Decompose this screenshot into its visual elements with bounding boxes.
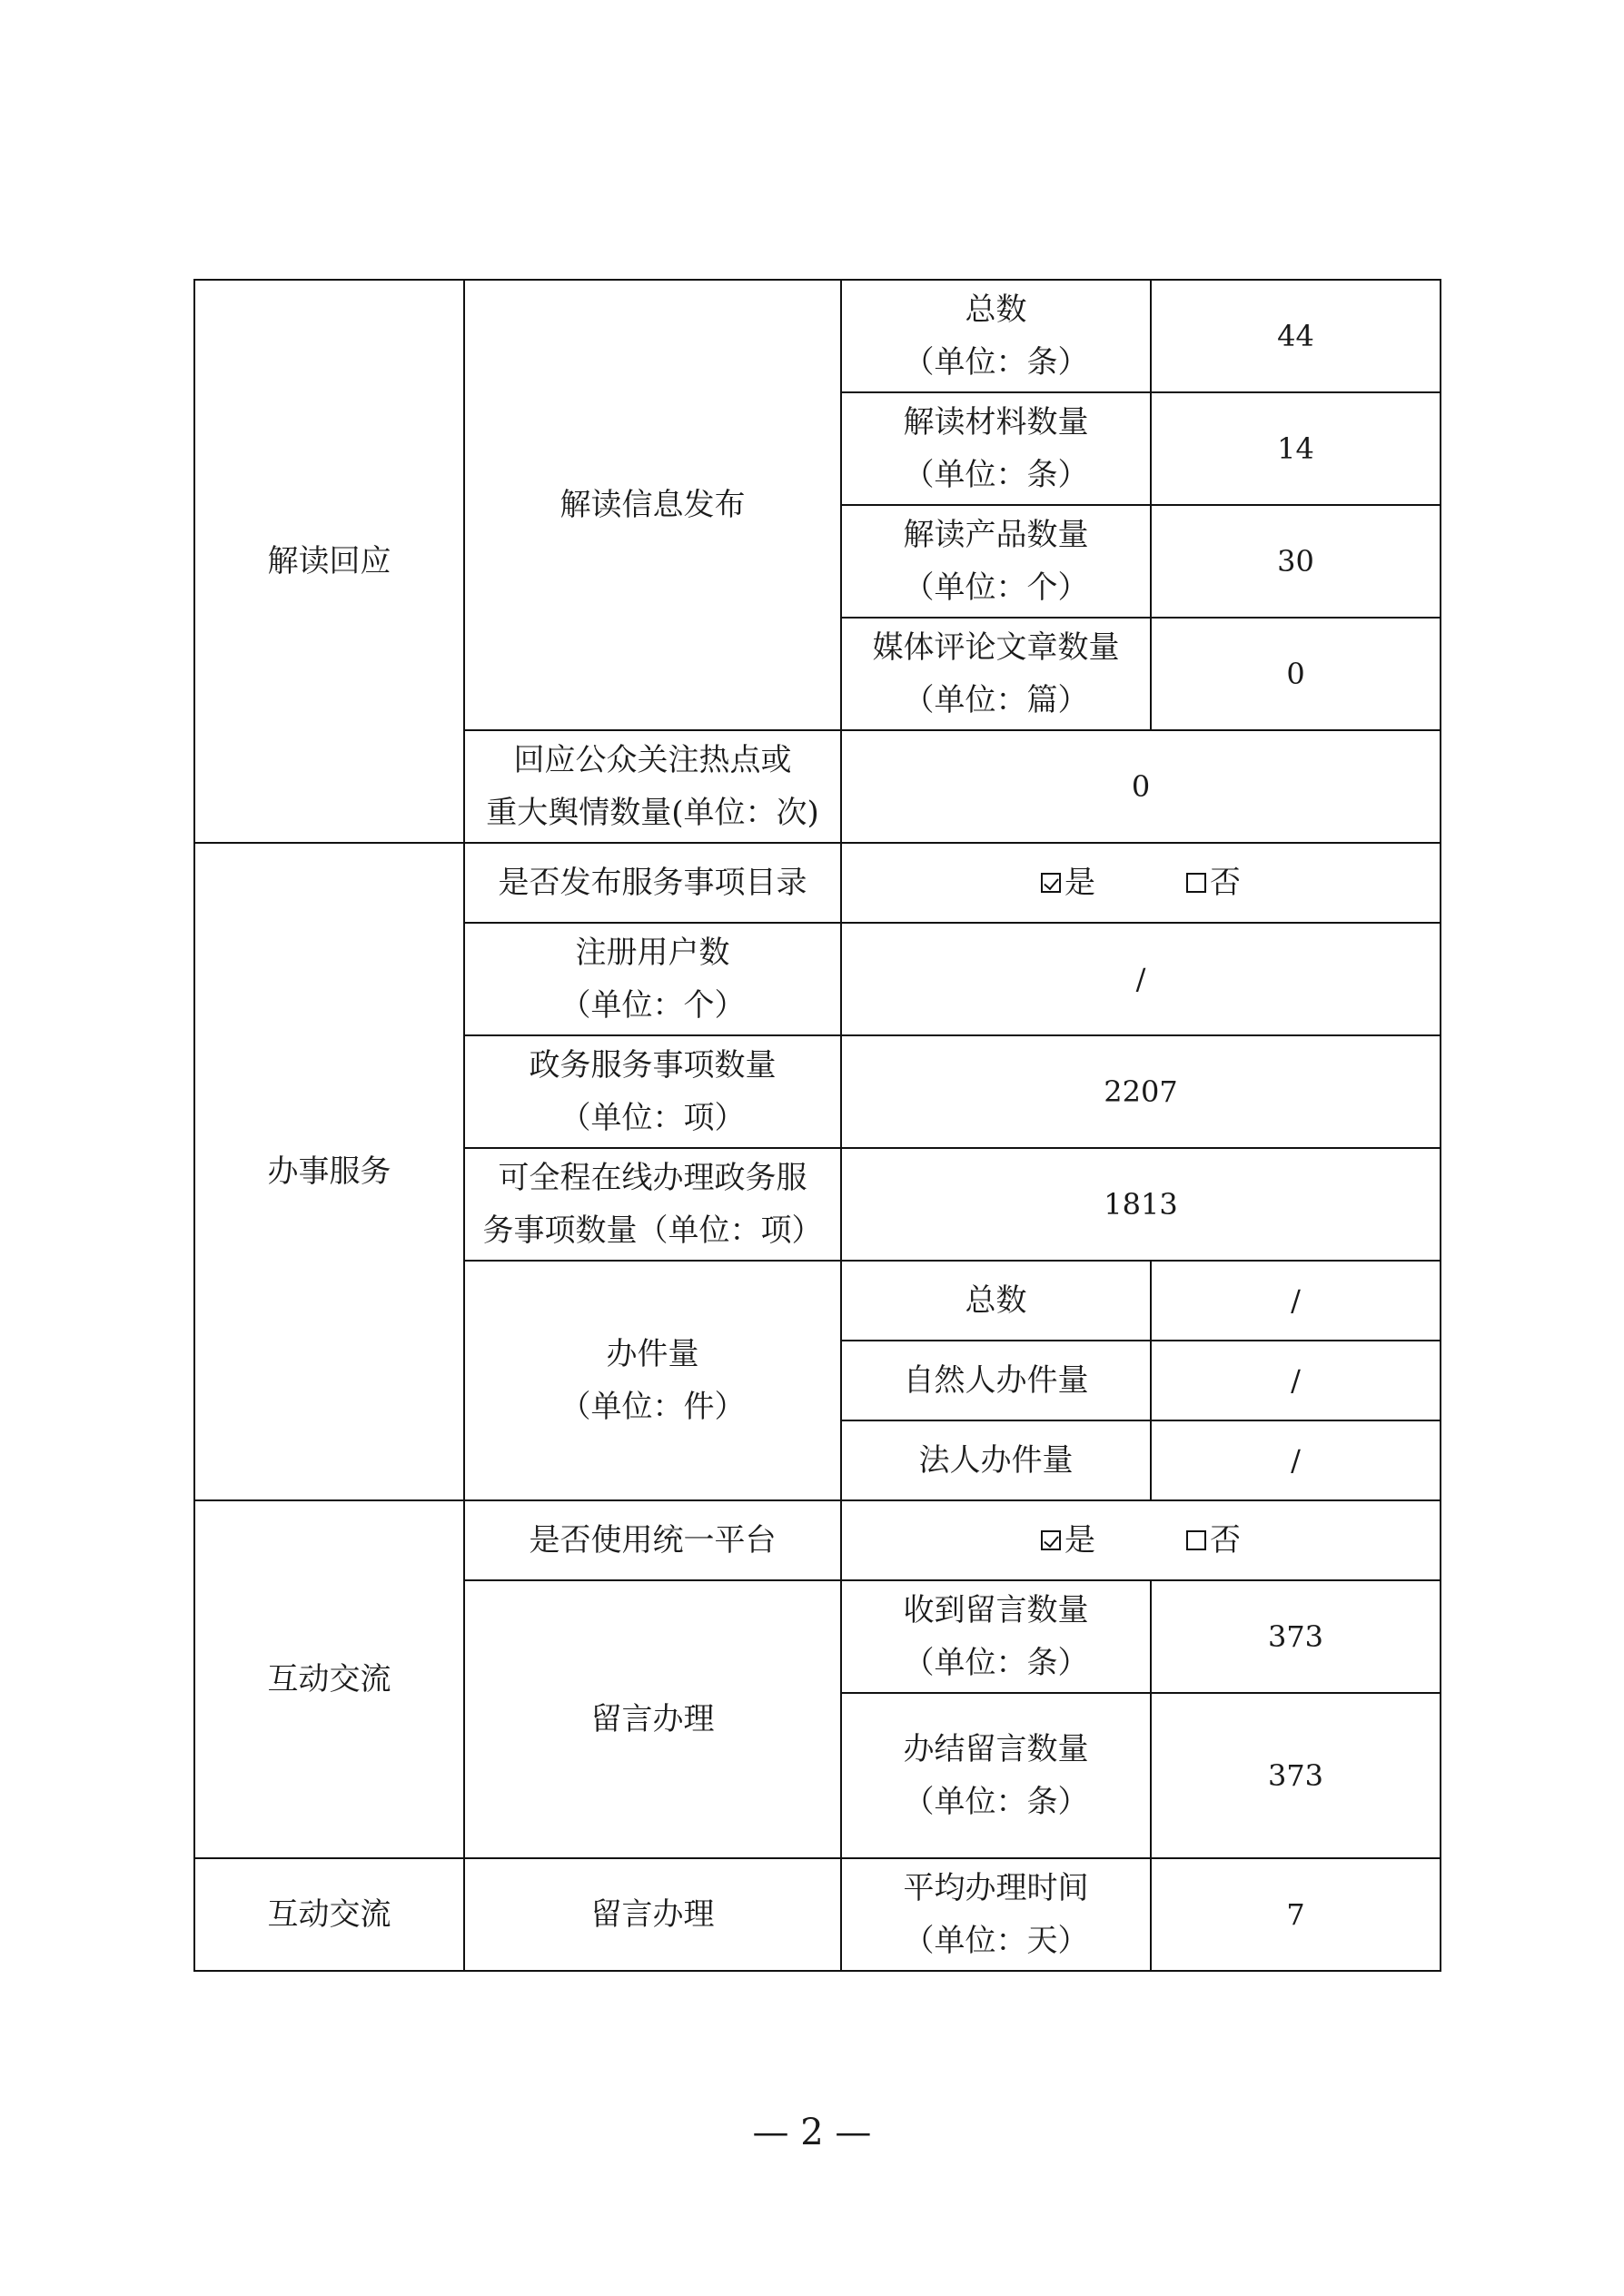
row-value: 373: [1151, 1693, 1441, 1858]
label-line: （单位：项）: [559, 1100, 746, 1136]
no-label: 否: [1210, 1522, 1241, 1559]
row-label: [841, 618, 1151, 730]
label-line: 总数: [965, 292, 1027, 328]
label-line: 解读材料数量: [903, 404, 1089, 440]
cases-row-value: /: [1151, 1341, 1441, 1420]
row-value: 30: [1151, 505, 1441, 618]
row-label: [841, 505, 1151, 618]
cases-row-value: /: [1151, 1261, 1441, 1341]
row-value: 14: [1151, 392, 1441, 505]
category-interaction: 互动交流: [194, 1500, 464, 1858]
response-label: [464, 730, 841, 843]
platform-label: 是否使用统一平台: [464, 1500, 841, 1580]
cases-label: [464, 1261, 841, 1500]
label-line: 务事项数量（单位：项）: [482, 1212, 823, 1249]
label-line: （单位：条）: [903, 1645, 1089, 1681]
label-line: 政务服务事项数量: [529, 1047, 777, 1084]
row-label: [841, 1693, 1151, 1858]
response-value: 0: [841, 730, 1441, 843]
catalog-yes-option: [1041, 856, 1095, 909]
label-line: （单位：条）: [903, 1784, 1089, 1820]
checked-box-icon: [1041, 873, 1061, 893]
yes-label: 是: [1065, 865, 1095, 901]
label-line: （单位：篇）: [903, 682, 1089, 718]
empty-box-icon: [1186, 873, 1206, 893]
online-items-label: [464, 1148, 841, 1261]
label-line: （单位：个）: [559, 987, 746, 1024]
interpretation-publish-label: 解读信息发布: [464, 280, 841, 730]
platform-no-option: [1186, 1514, 1241, 1567]
yes-label: 是: [1065, 1522, 1095, 1559]
category-interaction-cont: 互动交流: [194, 1858, 464, 1971]
row-label: [841, 280, 1151, 392]
label-line: 办件量: [606, 1336, 699, 1372]
message-handling-label: 留言办理: [464, 1580, 841, 1858]
avg-time-value: 7: [1151, 1858, 1441, 1971]
row-value: 0: [1151, 618, 1441, 730]
category-services: 办事服务: [194, 843, 464, 1500]
label-line: （单位：天）: [903, 1923, 1089, 1959]
category-interpretation: 解读回应: [194, 280, 464, 843]
cases-row-value: /: [1151, 1420, 1441, 1500]
checked-box-icon: [1041, 1530, 1061, 1550]
platform-choice: [841, 1500, 1441, 1580]
cases-row-label: 自然人办件量: [841, 1341, 1151, 1420]
row-label: [841, 392, 1151, 505]
label-line: 重大舆情数量(单位：次): [486, 795, 819, 831]
catalog-no-option: [1186, 856, 1241, 909]
empty-box-icon: [1186, 1530, 1206, 1550]
label-line: （单位：条）: [903, 457, 1089, 493]
page-number: — 2 —: [752, 2112, 872, 2153]
label-line: 收到留言数量: [903, 1592, 1089, 1628]
service-items-value: 2207: [841, 1035, 1441, 1148]
label-line: 解读产品数量: [903, 517, 1089, 553]
label-line: 媒体评论文章数量: [872, 629, 1120, 666]
registered-users-label: [464, 923, 841, 1035]
row-value: 44: [1151, 280, 1441, 392]
label-line: （单位：件）: [559, 1389, 746, 1425]
label-line: （单位：个）: [903, 569, 1089, 606]
cases-row-label: 法人办件量: [841, 1420, 1151, 1500]
online-items-value: 1813: [841, 1148, 1441, 1261]
label-line: 办结留言数量: [903, 1731, 1089, 1767]
catalog-choice: [841, 843, 1441, 923]
label-line: 注册用户数: [575, 935, 730, 971]
message-handling-label: 留言办理: [464, 1858, 841, 1971]
registered-users-value: /: [841, 923, 1441, 1035]
catalog-label: 是否发布服务事项目录: [464, 843, 841, 923]
avg-time-label: [841, 1858, 1151, 1971]
label-line: （单位：条）: [903, 344, 1089, 381]
row-value: 373: [1151, 1580, 1441, 1693]
label-line: 回应公众关注热点或: [513, 742, 792, 778]
cases-row-label: 总数: [841, 1261, 1151, 1341]
service-items-label: [464, 1035, 841, 1148]
label-line: 可全程在线办理政务服: [498, 1160, 807, 1196]
platform-yes-option: [1041, 1514, 1095, 1567]
no-label: 否: [1210, 865, 1241, 901]
row-label: [841, 1580, 1151, 1693]
statistics-table: [193, 279, 1441, 1972]
label-line: 平均办理时间: [903, 1870, 1089, 1906]
